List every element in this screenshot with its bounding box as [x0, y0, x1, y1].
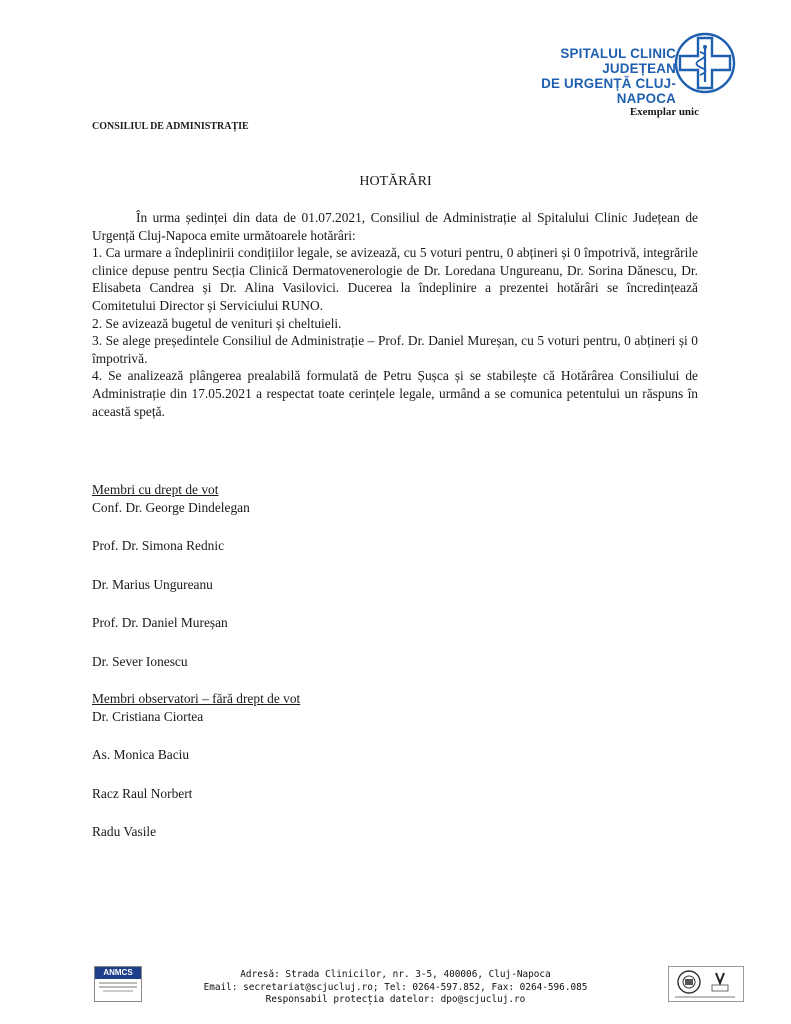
certification-seal-icon — [678, 971, 700, 993]
observer-member: Dr. Cristiana Ciortea — [92, 709, 204, 724]
anmcs-badge-title: ANMCS — [95, 967, 141, 979]
voting-member: Prof. Dr. Daniel Mureșan — [92, 615, 228, 630]
decision-4: 4. Se analizează plângerea prealabilă formulată de Petru Șușca și se stabilește că Hotărârea Consiliului de Administrație din 17.05.2021 a respectat toate cerințele legale, urmând a se comunica petentului un răspuns în această speță. — [92, 368, 698, 419]
voting-member: Dr. Marius Ungureanu — [92, 576, 213, 592]
voting-member: Conf. Dr. George Dindelegan — [92, 500, 250, 515]
voting-member: Prof. Dr. Simona Rednic — [92, 538, 225, 553]
hospital-logo — [486, 32, 758, 106]
observer-member: Racz Raul Norbert — [92, 785, 193, 801]
logo-line-1: SPITALUL CLINIC JUDEȚEAN — [560, 46, 676, 76]
decisions-body — [92, 209, 698, 420]
hospital-cross-icon — [674, 32, 736, 94]
decision-3: 3. Se alege președintele Consiliul de Administrație – Prof. Dr. Daniel Mureșan, cu 5 voturi pentru, 0 abțineri și 0 împotrivă. — [92, 333, 698, 366]
voting-member: Dr. Sever Ionescu — [92, 653, 188, 669]
footer-address: Adresă: Strada Clinicilor, nr. 3-5, 400006, Cluj-Napoca — [240, 969, 551, 980]
footer-dpo: Responsabil protecția datelor: dpo@scjucluj.ro — [265, 994, 526, 1006]
intro-paragraph: În urma ședinței din data de 01.07.2021, Consiliul de Administrație al Spitalului Clinic Județean de Urgență Cluj-Napoca emite următoarele hotărâri: — [92, 210, 698, 243]
council-label: CONSILIUL DE ADMINISTRAȚIE — [92, 121, 249, 132]
observer-member: Radu Vasile — [92, 824, 157, 839]
page-footer — [0, 966, 791, 1016]
hospital-logo-text — [486, 46, 676, 106]
footer-email-phone: Email: secretariat@scjucluj.ro; Tel: 0264-597.852, Fax: 0264-596.085 — [203, 981, 588, 993]
decision-1: 1. Ca urmare a îndeplinirii condițiilor legale, se avizează, cu 5 voturi pentru, 0 abțineri și 0 împotrivă, integrările clinice depuse pentru Secția Clinică Dermatovenerologie de Dr. Loredana Ungureanu, Dr. Sorina Dănescu, Dr. Elisabeta Candrea și Dr. Alina Vasilovici. Ducerea la îndeplinire a prezentei hotărâri se încredințează Comitetului Director și Serviciului RUNO. — [92, 245, 698, 313]
certification-mark-icon — [712, 973, 728, 991]
certification-badges — [668, 966, 744, 1002]
decision-2: 2. Se avizează bugetul de venituri și cheltuieli. — [92, 315, 342, 331]
document-title: HOTĂRÂRI — [359, 174, 432, 189]
observer-member: As. Monica Baciu — [92, 747, 190, 762]
observer-members-heading: Membri observatori – fără drept de vot — [92, 691, 301, 706]
logo-line-2: DE URGENȚĂ CLUJ-NAPOCA — [541, 76, 676, 106]
exemplar-label: Exemplar unic — [629, 106, 699, 118]
voting-members-heading: Membri cu drept de vot — [92, 482, 219, 497]
signers-list — [92, 481, 300, 862]
